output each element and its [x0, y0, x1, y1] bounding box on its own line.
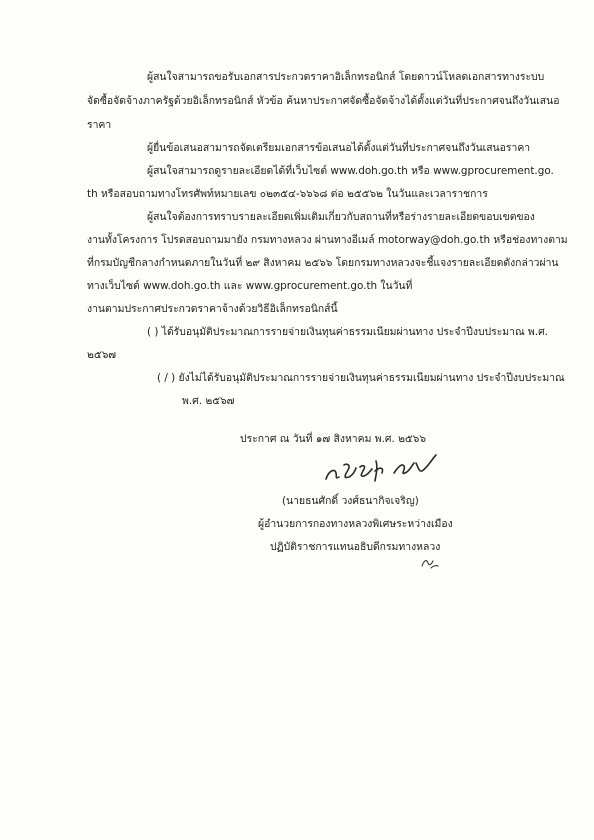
budget-option-approved-year: ๒๕๖๗ — [87, 349, 117, 361]
initial-mark-icon — [420, 556, 440, 570]
signer-name: (นายธนศักดิ์ วงศ์ธนากิจเจริญ) — [282, 495, 419, 507]
paragraph-line: จัดซื้อจัดจ้างภาครัฐด้วยอิเล็กทรอนิกส์ หัวข้อ ค้นหาประกาศจัดซื้อจัดจ้างได้ตั้งแต่วันที่ประกาศจนถึงวันเสนอ — [87, 95, 560, 107]
paragraph-line: ผู้สนใจสามารถขอรับเอกสารประกวดราคาอิเล็กทรอนิกส์ โดยดาวน์โหลดเอกสารทางระบบ — [147, 71, 545, 83]
signer-title-acting: ปฏิบัติราชการแทนอธิบดีกรมทางหลวง — [270, 541, 441, 553]
paragraph-line: ทางเว็บไซต์ www.doh.go.th และ www.gprocurement.go.th ในวันที่ — [87, 280, 413, 292]
paragraph-line: ที่กรมบัญชีกลางกำหนดภายในวันที่ ๒๙ สิงหาคม ๒๕๖๖ โดยกรมทางหลวงจะชี้แจงรายละเอียดดังกล่าวผ่าน — [87, 257, 559, 269]
paragraph-line: ราคา — [87, 119, 112, 131]
budget-option-not-approved: ( / ) ยังไม่ได้รับอนุมัติประมาณการรายจ่ายเงินทุนค่าธรรมเนียมผ่านทาง ประจำปีงบประมาณ — [157, 372, 565, 384]
announce-date: ประกาศ ณ วันที่ ๑๗ สิงหาคม พ.ศ. ๒๕๖๖ — [240, 433, 426, 445]
paragraph-line: งานทั้งโครงการ โปรดสอบถามมายัง กรมทางหลวง ผ่านทางอีเมล์ motorway@doh.go.th หรือช่องทางตาม — [87, 234, 568, 246]
signer-title: ผู้อำนวยการกองทางหลวงพิเศษระหว่างเมือง — [258, 518, 453, 530]
paragraph-line: งานตามประกาศประกวดราคาจ้างด้วยวิธีอิเล็กทรอนิกส์นี้ — [87, 303, 338, 315]
signature-icon — [318, 453, 448, 487]
paragraph-line: ผู้ยื่นข้อเสนอสามารถจัดเตรียมเอกสารข้อเสนอได้ตั้งแต่วันที่ประกาศจนถึงวันเสนอราคา — [147, 142, 531, 154]
budget-option-not-approved-year: พ.ศ. ๒๕๖๗ — [182, 395, 235, 407]
paragraph-line: ผู้สนใจต้องการทราบรายละเอียดเพิ่มเติมเกี่ยวกับสถานที่หรือร่างรายละเอียดขอบเขตของ — [147, 211, 535, 223]
budget-option-approved: ( ) ได้รับอนุมัติประมาณการรายจ่ายเงินทุนค่าธรรมเนียมผ่านทาง ประจำปีงบประมาณ พ.ศ. — [147, 326, 548, 338]
paragraph-line: ผู้สนใจสามารถดูรายละเอียดได้ที่เว็บไซต์ www.doh.go.th หรือ www.gprocurement.go. — [147, 165, 554, 177]
paragraph-line: th หรือสอบถามทางโทรศัพท์หมายเลข ๐๒๓๕๔-๖๖๖๘ ต่อ ๒๕๕๖๒ ในวันและเวลาราชการ — [87, 188, 488, 200]
